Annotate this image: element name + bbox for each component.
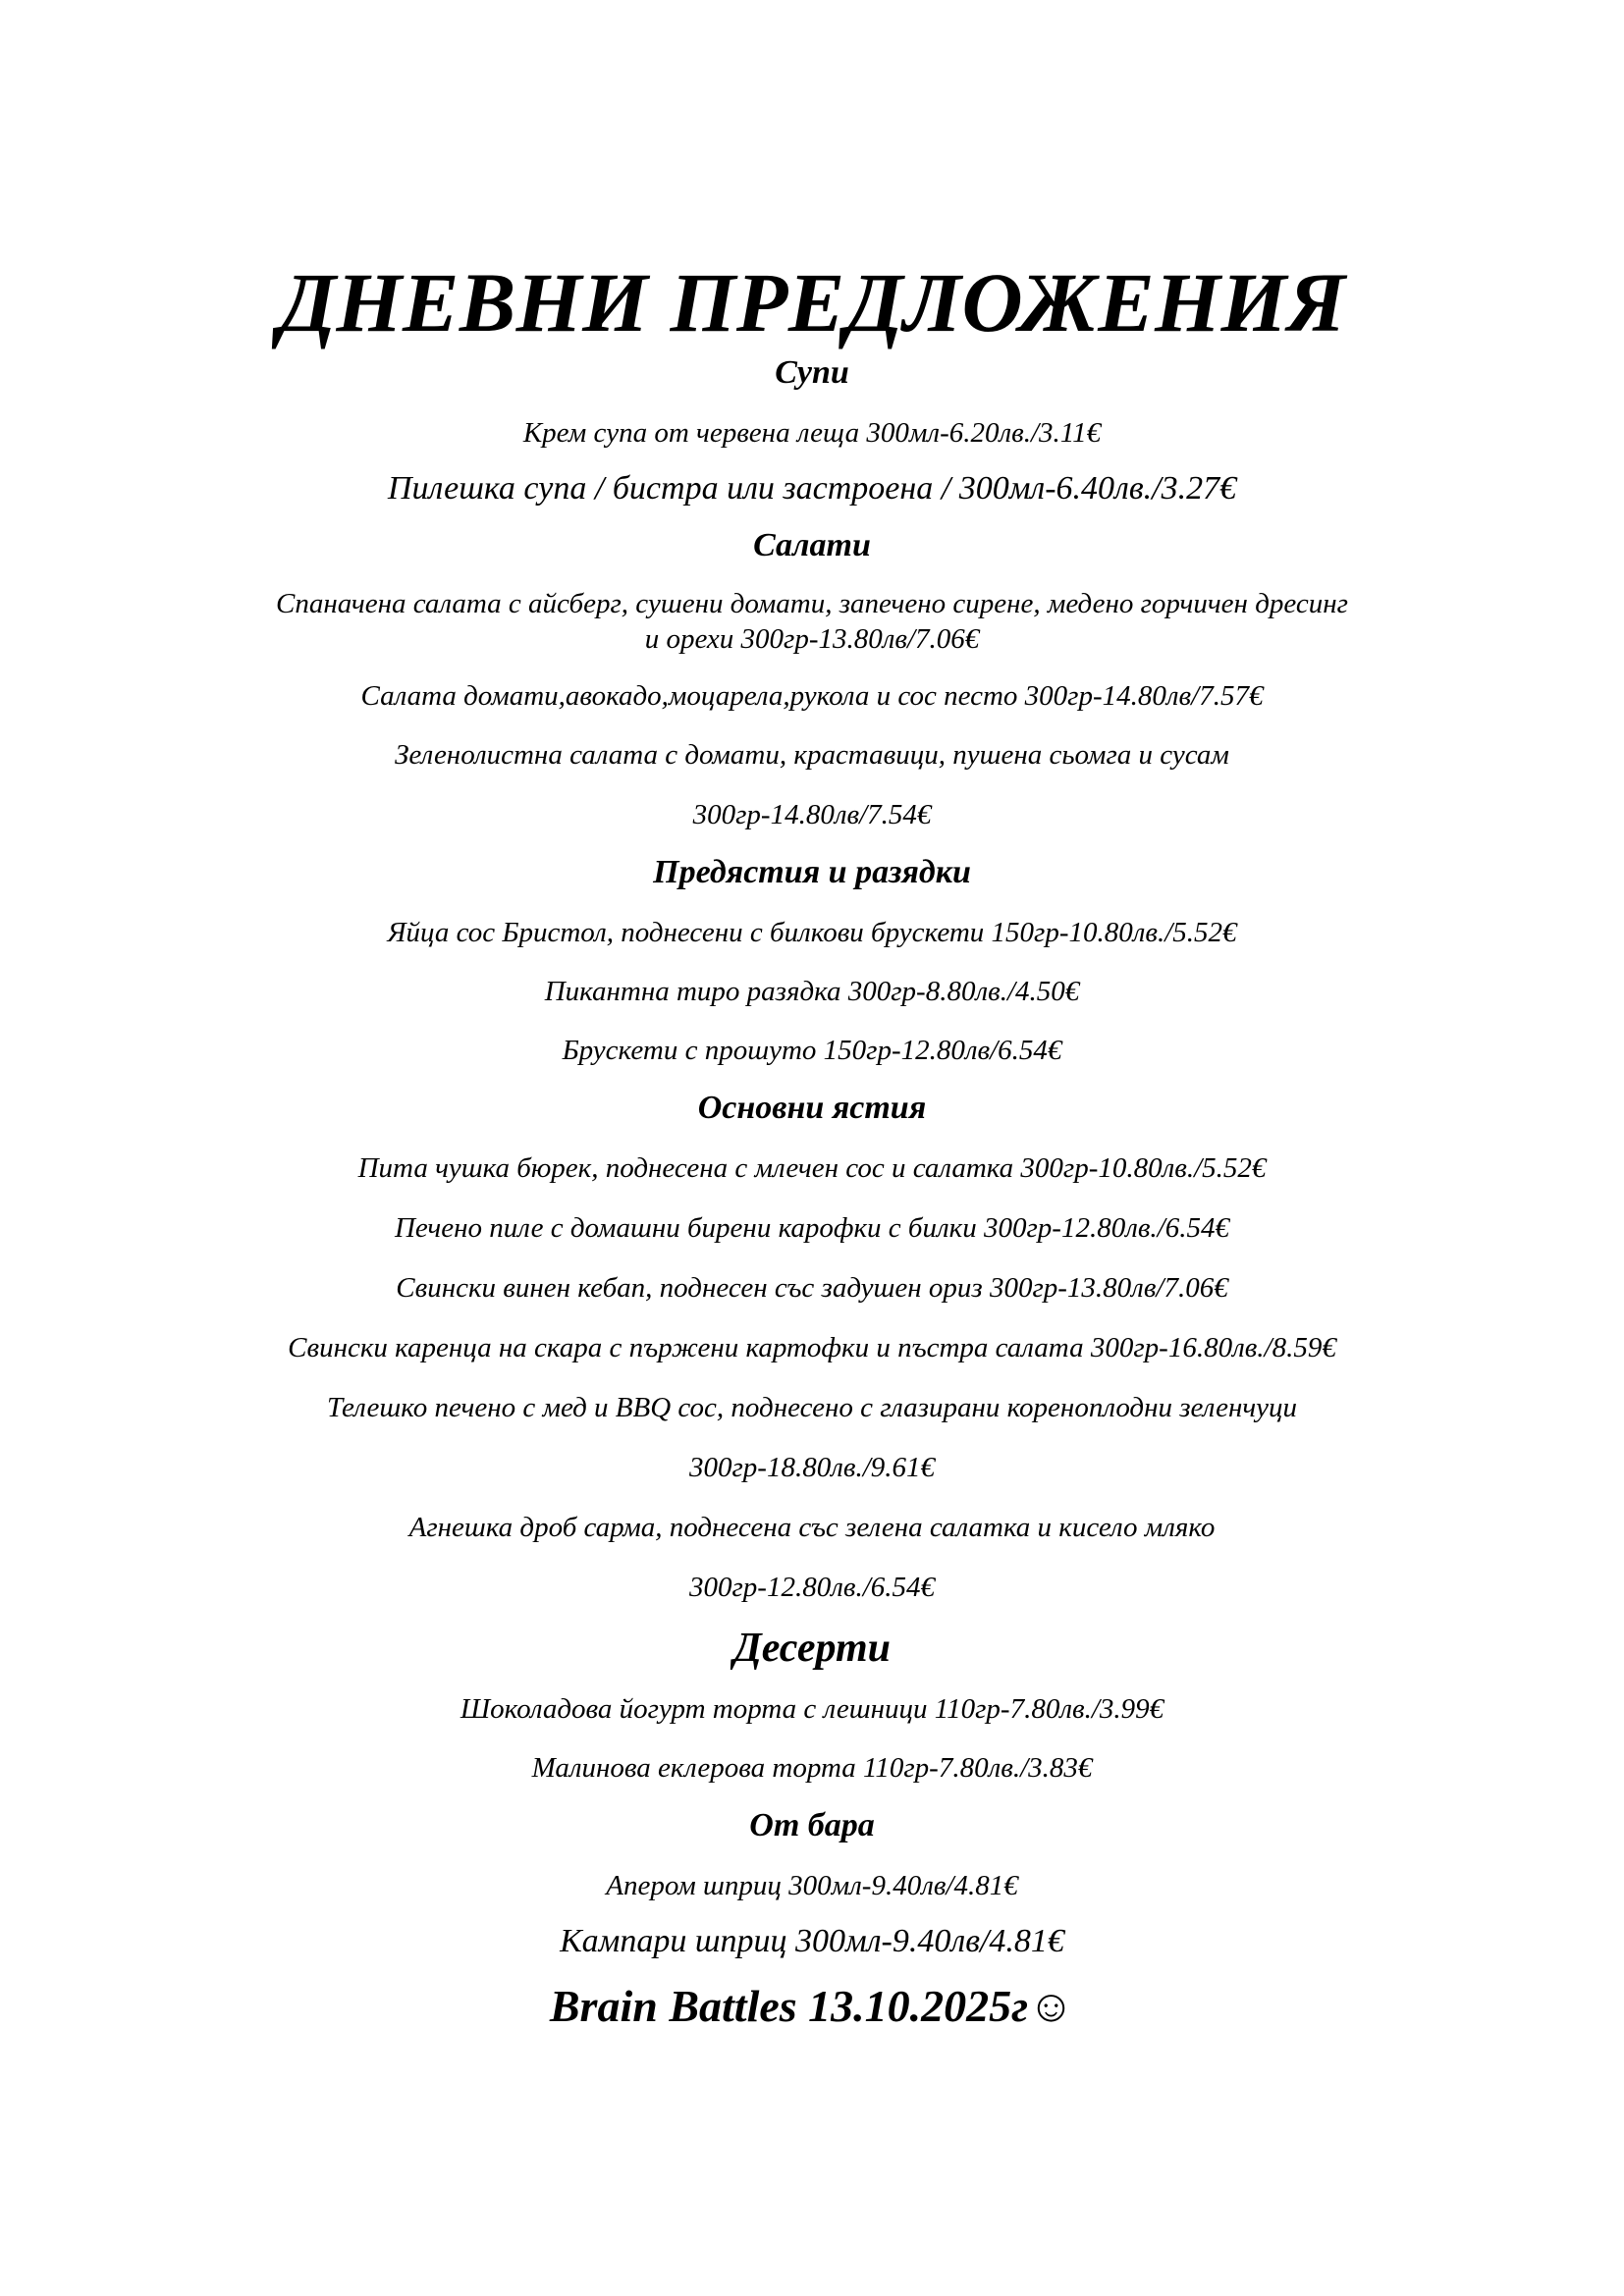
- section-heading-starters: Предястия и разядки: [653, 854, 971, 890]
- daily-menu: [0, 253, 1624, 2034]
- menu-item: Крем супа от червена леща 300мл-6.20лв./3.11€: [522, 417, 1102, 449]
- menu-item: Кампари шприц 300мл-9.40лв/4.81€: [560, 1923, 1064, 1959]
- section-heading-bar: От бара: [749, 1807, 875, 1843]
- menu-item: 300гр-12.80лв./6.54€: [688, 1572, 935, 1603]
- menu-item: Салата домати,авокадо,моцарела,рукола и сос песто 300гр-14.80лв/7.57€: [360, 680, 1264, 712]
- menu-item: и орехи 300гр-13.80лв/7.06€: [644, 623, 980, 655]
- menu-item: Пита чушка бюрек, поднесена с млечен сос и салатка 300гр-10.80лв./5.52€: [357, 1152, 1267, 1184]
- menu-item: Свински винен кебап, поднесен със задушен ориз 300гр-13.80лв/7.06€: [396, 1272, 1228, 1304]
- menu-item: 300гр-14.80лв/7.54€: [692, 799, 932, 830]
- menu-item: Телешко печено с мед и BBQ сос, поднесено с глазирани кореноплодни зеленчуци: [326, 1392, 1298, 1423]
- menu-item: Печено пиле с домашни бирени карофки с билки 300гр-12.80лв./6.54€: [394, 1212, 1229, 1244]
- section-heading-desserts: Десерти: [733, 1626, 891, 1671]
- section-heading-soups: Супи: [775, 354, 849, 391]
- menu-item: Пикантна тиро разядка 300гр-8.80лв./4.50€: [544, 976, 1080, 1007]
- menu-item: Яйца сос Бристол, поднесени с билкови брускети 150гр-10.80лв./5.52€: [387, 917, 1237, 948]
- section-heading-salads: Салати: [753, 527, 871, 563]
- menu-item: Брускети с прошуто 150гр-12.80лв/6.54€: [562, 1035, 1062, 1066]
- menu-item: Свински каренца на скара с пържени картофки и пъстра салата 300гр-16.80лв./8.59€: [288, 1332, 1336, 1363]
- menu-item: Апером шприц 300мл-9.40лв/4.81€: [606, 1870, 1018, 1901]
- event-footer: Brain Battles 13.10.2025г☺: [549, 1981, 1075, 2031]
- menu-item: 300гр-18.80лв./9.61€: [688, 1452, 935, 1483]
- menu-item: Зеленолистна салата с домати, краставици, пушена сьомга и сусам: [395, 739, 1229, 771]
- menu-item: Малинова еклерова торта 110гр-7.80лв./3.83€: [531, 1752, 1093, 1784]
- section-heading-mains: Основни ястия: [697, 1090, 927, 1126]
- page-title: ДНЕВНИ ПРЕДЛОЖЕНИЯ: [278, 255, 1346, 349]
- menu-item: Пилешка супа / бистра или застроена / 300мл-6.40лв./3.27€: [387, 470, 1237, 507]
- menu-item: Шоколадова йогурт торта с лешници 110гр-7.80лв./3.99€: [460, 1693, 1164, 1725]
- menu-item: Спаначена салата с айсберг, сушени домати, запечено сирене, медено горчичен дресинг: [276, 588, 1348, 619]
- menu-item: Агнешка дроб сарма, поднесена със зелена салатка и кисело мляко: [408, 1512, 1216, 1543]
